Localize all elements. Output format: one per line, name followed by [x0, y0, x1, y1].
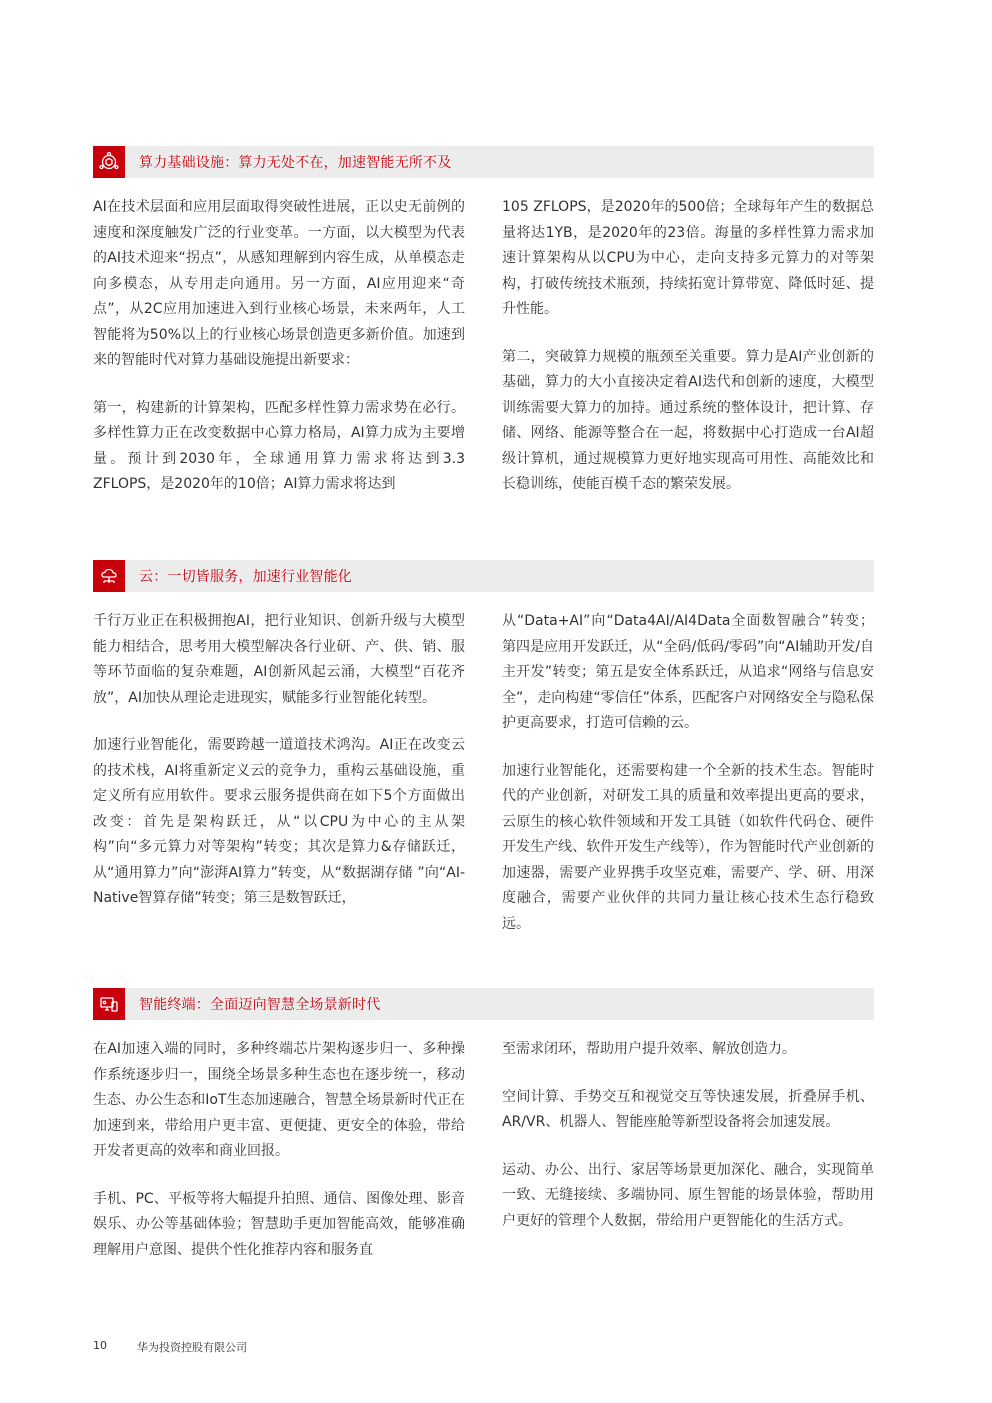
company-name: 华为投资控股有限公司: [137, 1341, 247, 1354]
section-title: 云：一切皆服务，加速行业智能化: [139, 569, 352, 585]
section-cloud-left-column: [93, 609, 465, 912]
paragraph: AI在技术层面和应用层面取得突破性进展，正以史无前例的速度和深度触发广泛的行业变革。一方面，以大模型为代表的AI技术迎来“拐点”，从感知理解到内容生成，从单模态走向多模态，从专用走向通用。另一方面，AI应用迎来“奇点”，从2C应用加速进入到行业核心场景，未来两年，人工智能将为50%以上的行业核心场景创造更多新价值。加速到来的智能时代对算力基础设施提出新要求：: [93, 199, 465, 368]
paragraph: 第一，构建新的计算架构，匹配多样性算力需求势在必行。多样性算力正在改变数据中心算力格局，AI算力成为主要增量。预计到2030年，全球通用算力需求将达到3.3 ZFLOPS，是2020年的10倍；AI算力需求将达到: [93, 399, 465, 492]
page-number: 10: [93, 1339, 107, 1352]
section-title: 智能终端：全面迈向智慧全场景新时代: [139, 997, 381, 1013]
section-compute-right-column: [502, 195, 874, 498]
paragraph: 空间计算、手势交互和视觉交互等快速发展，折叠屏手机、AR/VR、机器人、智能座舱等新型设备将会加速发展。: [502, 1088, 874, 1130]
paragraph: 千行万业正在积极拥抱AI，把行业知识、创新升级与大模型能力相结合，思考用大模型解决各行业研、产、供、销、服等环节面临的复杂难题，AI创新风起云涌，大模型“百花齐放”，AI加快从理论走进现实，赋能多行业智能化转型。: [93, 613, 465, 706]
paragraph: 手机、PC、平板等将大幅提升拍照、通信、图像处理、影音娱乐、办公等基础体验；智慧助手更加智能高效，能够准确理解用户意图、提供个性化推荐内容和服务直: [93, 1190, 465, 1258]
paragraph: 加速行业智能化，需要跨越一道道技术鸿沟。AI正在改变云的技术栈，AI将重新定义云的竞争力，重构云基础设施，重定义所有应用软件。要求云服务提供商在如下5个方面做出改变：首先是架构跃迁，从“以CPU为中心的主从架构”向“多元算力对等架构”转变；其次是算力&存储跃迁，从“通用算力”向“澎湃AI算力”转变，从“数据湖存储 ”向“AI-Native智算存储”转变；第三是数智跃迁，: [93, 737, 465, 906]
section-header-devices: [93, 988, 874, 1020]
paragraph: 第二，突破算力规模的瓶颈至关重要。算力是AI产业创新的基础，算力的大小直接决定着AI迭代和创新的速度，大模型训练需要大算力的加持。通过系统的整体设计，把计算、存储、网络、能源等整合在一起，将数据中心打造成一台AI超级计算机，通过规模算力更好地实现高可用性、高能效比和长稳训练，使能百模千态的繁荣发展。: [502, 348, 874, 492]
section-devices-left-column: [93, 1037, 465, 1263]
section-header-cloud: [93, 560, 874, 592]
cloud-icon: [93, 560, 125, 592]
section-title: 算力基础设施：算力无处不在，加速智能无所不及: [139, 155, 452, 171]
devices-icon: [93, 988, 125, 1020]
network-cube-icon: [93, 146, 125, 178]
paragraph: 在AI加速入端的同时，多种终端芯片架构逐步归一、多种操作系统逐步归一，围绕全场景多种生态也在逐步统一，移动生态、办公生态和IoT生态加速融合，智慧全场景新时代正在加速到来，带给用户更丰富、更便捷、更安全的体验，带给开发者更高的效率和商业回报。: [93, 1041, 465, 1159]
section-devices-right-column: [502, 1037, 874, 1234]
page-footer: [93, 1339, 247, 1355]
section-cloud-right-column: [502, 609, 874, 937]
paragraph: 运动、办公、出行、家居等场景更加深化、融合，实现简单一致、无缝接续、多端协同、原生智能的场景体验，帮助用户更好的管理个人数据，带给用户更智能化的生活方式。: [502, 1161, 874, 1229]
section-compute-left-column: [93, 195, 465, 498]
paragraph: 加速行业智能化，还需要构建一个全新的技术生态。智能时代的产业创新，对研发工具的质量和效率提出更高的要求，云原生的核心软件领域和开发工具链（如软件代码仓、硬件开发生产线、软件开发生产线等），作为智能时代产业创新的加速器，需要产业界携手攻坚克难，需要产、学、研、用深度融合，需要产业伙伴的共同力量让核心技术生态行稳致远。: [502, 762, 874, 932]
section-header-compute: [93, 146, 874, 178]
paragraph: 从“Data+AI”向“Data4AI/AI4Data全面数智融合”转变；第四是应用开发跃迁，从“全码/低码/零码”向“AI辅助开发/自主开发”转变；第五是安全体系跃迁，从追求“网络与信息安全”，走向构建“零信任”体系，匹配客户对网络安全与隐私保护更高要求，打造可信赖的云。: [502, 613, 874, 731]
paragraph: 至需求闭环，帮助用户提升效率、解放创造力。: [502, 1041, 796, 1057]
paragraph: 105 ZFLOPS，是2020年的500倍；全球每年产生的数据总量将达1YB，是2020年的23倍。海量的多样性算力需求加速计算架构从以CPU为中心，走向支持多元算力的对等架构，打破传统技术瓶颈，持续拓宽计算带宽、降低时延、提升性能。: [502, 199, 874, 317]
